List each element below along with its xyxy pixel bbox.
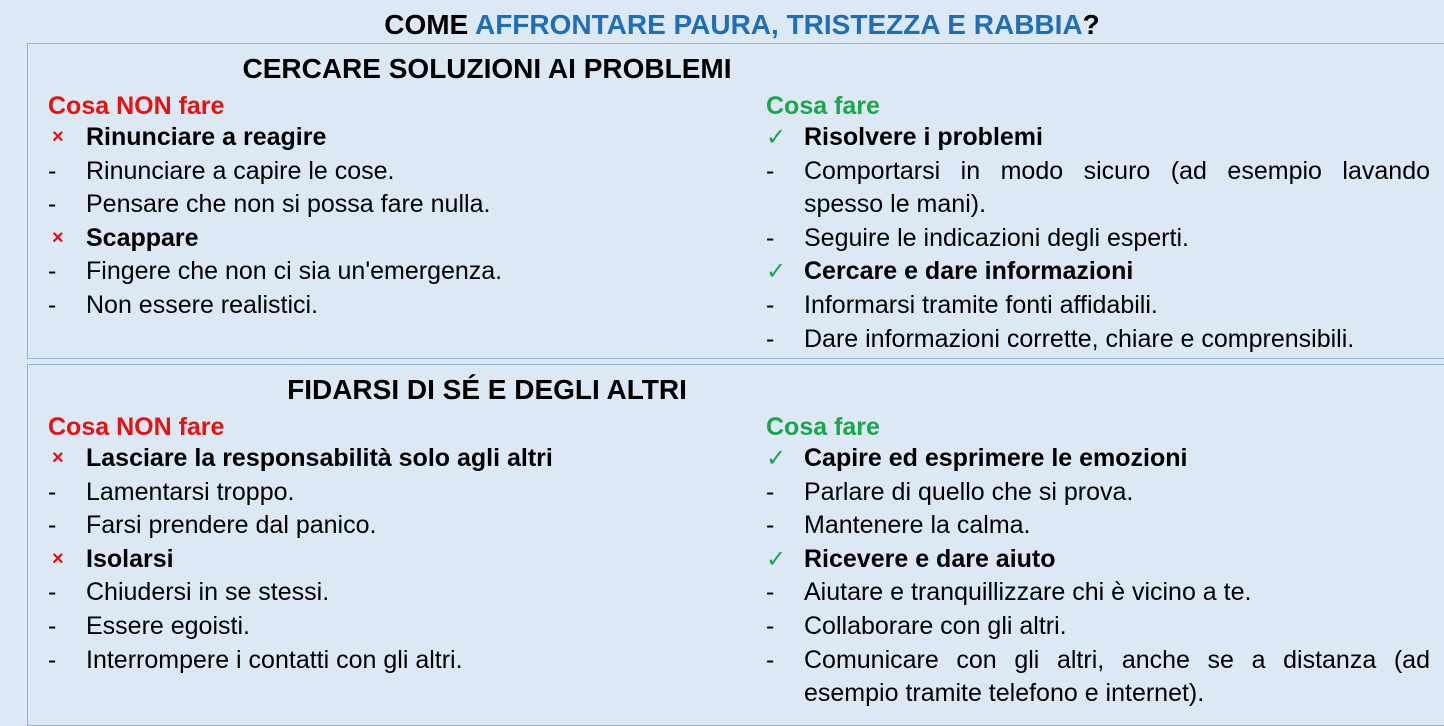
check-icon: ✓ — [766, 545, 787, 573]
check-icon: ✓ — [766, 258, 787, 286]
list-item: - Comportarsi in modo sicuro (ad esempio lavando spesso le mani). — [766, 155, 1430, 222]
section-fidarsi — [27, 364, 1444, 726]
list-item: ✓ Cercare e dare informazioni — [766, 255, 1430, 289]
dash-icon: - — [766, 477, 775, 506]
do-heading: Cosa fare — [766, 413, 880, 441]
list-item: - Pensare che non si possa fare nulla. — [48, 188, 748, 222]
dash-icon: - — [766, 511, 775, 540]
dash-icon: - — [48, 156, 57, 185]
list-item: - Aiutare e tranquillizzare chi è vicino a te. — [766, 576, 1430, 610]
list-item: - Farsi prendere dal panico. — [48, 509, 748, 543]
dont-column — [48, 91, 748, 323]
list-item: - Comunicare con gli altri, anche se a distanza (ad esempio tramite telefono e internet). — [766, 644, 1430, 711]
dash-icon: - — [766, 611, 775, 640]
list-item: - Non essere realistici. — [48, 289, 748, 323]
list-item: - Rinunciare a capire le cose. — [48, 155, 748, 189]
cross-icon: × — [52, 226, 64, 249]
dash-icon: - — [48, 611, 57, 640]
list-item: ✓ Risolvere i problemi — [766, 121, 1430, 155]
dash-icon: - — [48, 477, 57, 506]
list-item: × Lasciare la responsabilità solo agli altri — [48, 442, 748, 476]
list-item: × Scappare — [48, 222, 748, 256]
section-title: FIDARSI DI SÉ E DEGLI ALTRI — [287, 374, 687, 405]
list-item: - Informarsi tramite fonti affidabili. — [766, 289, 1430, 323]
check-icon: ✓ — [766, 124, 787, 151]
dash-icon: - — [766, 290, 775, 319]
list-item: - Parlare di quello che si prova. — [766, 476, 1430, 510]
page-title — [0, 8, 1444, 42]
cross-icon: × — [52, 447, 64, 469]
dont-heading: Cosa NON fare — [48, 413, 225, 441]
list-item: ✓ Ricevere e dare aiuto — [766, 543, 1430, 577]
list-item: - Mantenere la calma. — [766, 509, 1430, 543]
list-item: - Lamentarsi troppo. — [48, 476, 748, 510]
dash-icon: - — [48, 257, 57, 286]
list-item: × Rinunciare a reagire — [48, 121, 748, 155]
cross-icon: × — [52, 126, 64, 148]
do-column — [766, 91, 1430, 356]
do-heading: Cosa fare — [766, 92, 880, 120]
dash-icon: - — [766, 156, 775, 185]
dash-icon: - — [48, 511, 57, 540]
title-accent: AFFRONTARE PAURA, TRISTEZZA E RABBIA — [474, 9, 1083, 40]
dash-icon: - — [766, 578, 775, 607]
title-prefix: COME — [384, 9, 475, 40]
dash-icon: - — [48, 190, 57, 219]
list-item: × Isolarsi — [48, 543, 748, 577]
title-suffix: ? — [1082, 9, 1100, 40]
section-cercare-soluzioni — [27, 43, 1444, 359]
dash-icon: - — [48, 578, 57, 607]
list-item: - Dare informazioni corrette, chiare e comprensibili. — [766, 323, 1430, 357]
dash-icon: - — [48, 645, 57, 674]
section-title: CERCARE SOLUZIONI AI PROBLEMI — [242, 53, 732, 84]
dash-icon: - — [48, 290, 57, 319]
dash-icon: - — [766, 223, 775, 252]
list-item: - Fingere che non ci sia un'emergenza. — [48, 255, 748, 289]
list-item: - Essere egoisti. — [48, 610, 748, 644]
list-item: - Seguire le indicazioni degli esperti. — [766, 222, 1430, 256]
dont-column — [48, 412, 748, 677]
list-item: ✓ Capire ed esprimere le emozioni — [766, 442, 1430, 476]
list-item: - Collaborare con gli altri. — [766, 610, 1430, 644]
dont-heading: Cosa NON fare — [48, 92, 225, 120]
list-item: - Chiudersi in se stessi. — [48, 576, 748, 610]
list-item: - Interrompere i contatti con gli altri. — [48, 644, 748, 678]
do-column — [766, 412, 1430, 711]
dash-icon: - — [766, 324, 775, 353]
dash-icon: - — [766, 645, 775, 674]
check-icon: ✓ — [766, 445, 787, 472]
cross-icon: × — [52, 547, 64, 570]
